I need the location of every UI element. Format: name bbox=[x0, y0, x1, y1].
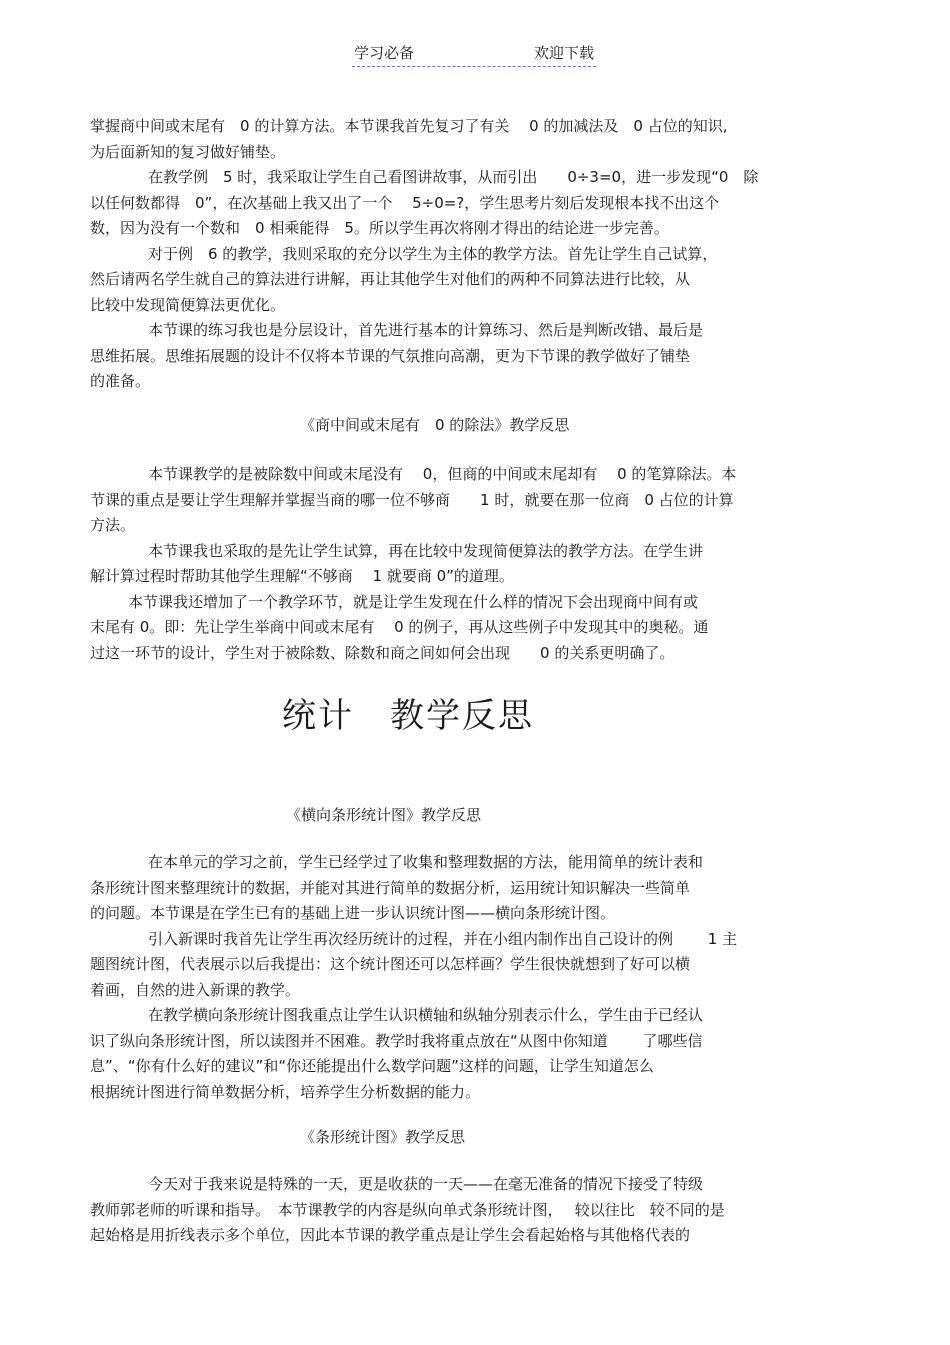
section-title-quotient-zero: 《商中间或末尾有 0 的除法》教学反思 bbox=[300, 416, 570, 434]
text-line: 在教学横向条形统计图我重点让学生认识横轴和纵轴分别表示什么，学生由于已经认 bbox=[148, 1006, 704, 1024]
text-line: 数，因为没有一个数和 0 相乘能得 5。所以学生再次将刚才得出的结论进一步完善。 bbox=[90, 219, 669, 237]
text-line: 为后面新知的复习做好铺垫。 bbox=[90, 142, 286, 161]
text-line: 解计算过程时帮助其他学生理解“不够商 1 就要商 0”的道理。 bbox=[90, 567, 514, 585]
text-line: 题图统计图，代表展示以后我提出：这个统计图还可以怎样画？学生很快就想到了好可以横 bbox=[90, 955, 691, 973]
text-line: 末尾有 0。即：先让学生举商中间或末尾有 0 的例子，再从这些例子中发现其中的奥秘。通 bbox=[90, 618, 709, 636]
text-line: 着画，自然的进入新课的教学。 bbox=[90, 980, 301, 999]
text-line: 本节课我还增加了一个教学环节，就是让学生发现在什么样的情况下会出现商中间有或 bbox=[128, 592, 699, 611]
text-line: 在本单元的学习之前，学生已经学过了收集和整理数据的方法，能用简单的统计表和 bbox=[148, 853, 704, 871]
text-line: 今天对于我来说是特殊的一天，更是收获的一天——在毫无准备的情况下接受了特级 bbox=[148, 1175, 704, 1193]
text-line: 在教学例 5 时，我采取让学生自己看图讲故事，从而引出 0÷3=0，进一步发现“0 除 bbox=[148, 168, 759, 186]
text-line: 本节课我也采取的是先让学生试算，再在比较中发现简便算法的教学方法。在学生讲 bbox=[148, 541, 704, 560]
text-line: 的准备。 bbox=[90, 372, 151, 390]
page-header bbox=[352, 42, 596, 67]
section-title-horizontal-bar-chart: 《横向条形统计图》教学反思 bbox=[286, 806, 482, 824]
text-line: 然后请两名学生就自己的算法进行讲解，再让其他学生对他们的两种不同算法进行比较，从 bbox=[90, 270, 691, 288]
section-horizontal-bar-chart bbox=[90, 850, 870, 1105]
section-quotient-zero bbox=[90, 462, 870, 666]
text-line: 教师郭老师的听课和指导。 本节课教学的内容是纵向单式条形统计图， 较以往比 较不同的是 bbox=[90, 1200, 725, 1219]
text-line: 本节课的练习我也是分层设计，首先进行基本的计算练习、然后是判断改错、最后是 bbox=[148, 321, 704, 339]
text-line: 本节课教学的是被除数中间或末尾没有 0，但商的中间或末尾却有 0 的笔算除法。本 bbox=[148, 465, 737, 483]
text-line: 根据统计图进行简单数据分析，培养学生分析数据的能力。 bbox=[90, 1082, 481, 1101]
section-division-zero-continued bbox=[90, 114, 870, 395]
text-line: 识了纵向条形统计图，所以读图并不困难。教学时我将重点放在“从图中你知道 了哪些信 bbox=[90, 1031, 703, 1050]
text-line: 对于例 6 的教学，我则采取的充分以学生为主体的教学方法。首先让学生自己试算， bbox=[148, 244, 718, 263]
text-line: 方法。 bbox=[90, 516, 136, 534]
section-bar-chart bbox=[90, 1172, 870, 1249]
header-left-text: 学习必备 bbox=[354, 44, 415, 62]
text-line: 以任何数都得 0”，在次基础上我又出了一个 5÷0=?，学生思考片刻后发现根本找不出这个 bbox=[90, 193, 720, 212]
text-line: 条形统计图来整理统计的数据，并能对其进行简单的数据分析，运用统计知识解决一些简单 bbox=[90, 878, 691, 897]
text-line: 起始格是用折线表示多个单位，因此本节课的教学重点是让学生会看起始格与其他格代表的 bbox=[90, 1226, 691, 1244]
text-line: 息”、“你有什么好的建议”和“你还能提出什么数学问题”这样的问题，让学生知道怎么 bbox=[90, 1057, 654, 1075]
section-title-bar-chart: 《条形统计图》教学反思 bbox=[300, 1128, 466, 1146]
text-line: 思维拓展。思维拓展题的设计不仅将本节课的气氛推向高潮，更为下节课的教学做好了铺垫 bbox=[90, 346, 691, 365]
text-line: 节课的重点是要让学生理解并掌握当商的哪一位不够商 1 时，就要在那一位商 0 占位的计算 bbox=[90, 490, 734, 509]
text-line: 引入新课时我首先让学生再次经历统计的过程，并在小组内制作出自己设计的例 1 主 bbox=[148, 929, 738, 948]
text-line: 过这一环节的设计，学生对于被除数、除数和商之间如何会出现 0 的关系更明确了。 bbox=[90, 643, 675, 662]
header-right-text: 欢迎下载 bbox=[533, 44, 594, 62]
text-line: 的问题。本节课是在学生已有的基础上进一步认识统计图——横向条形统计图。 bbox=[90, 904, 616, 922]
text-line: 掌握商中间或末尾有 0 的计算方法。本节课我首先复习了有关 0 的加减法及 0 占位的知识, bbox=[90, 117, 728, 135]
chapter-title: 统计 教学反思 bbox=[282, 696, 534, 736]
text-line: 比较中发现简便算法更优化。 bbox=[90, 295, 286, 314]
